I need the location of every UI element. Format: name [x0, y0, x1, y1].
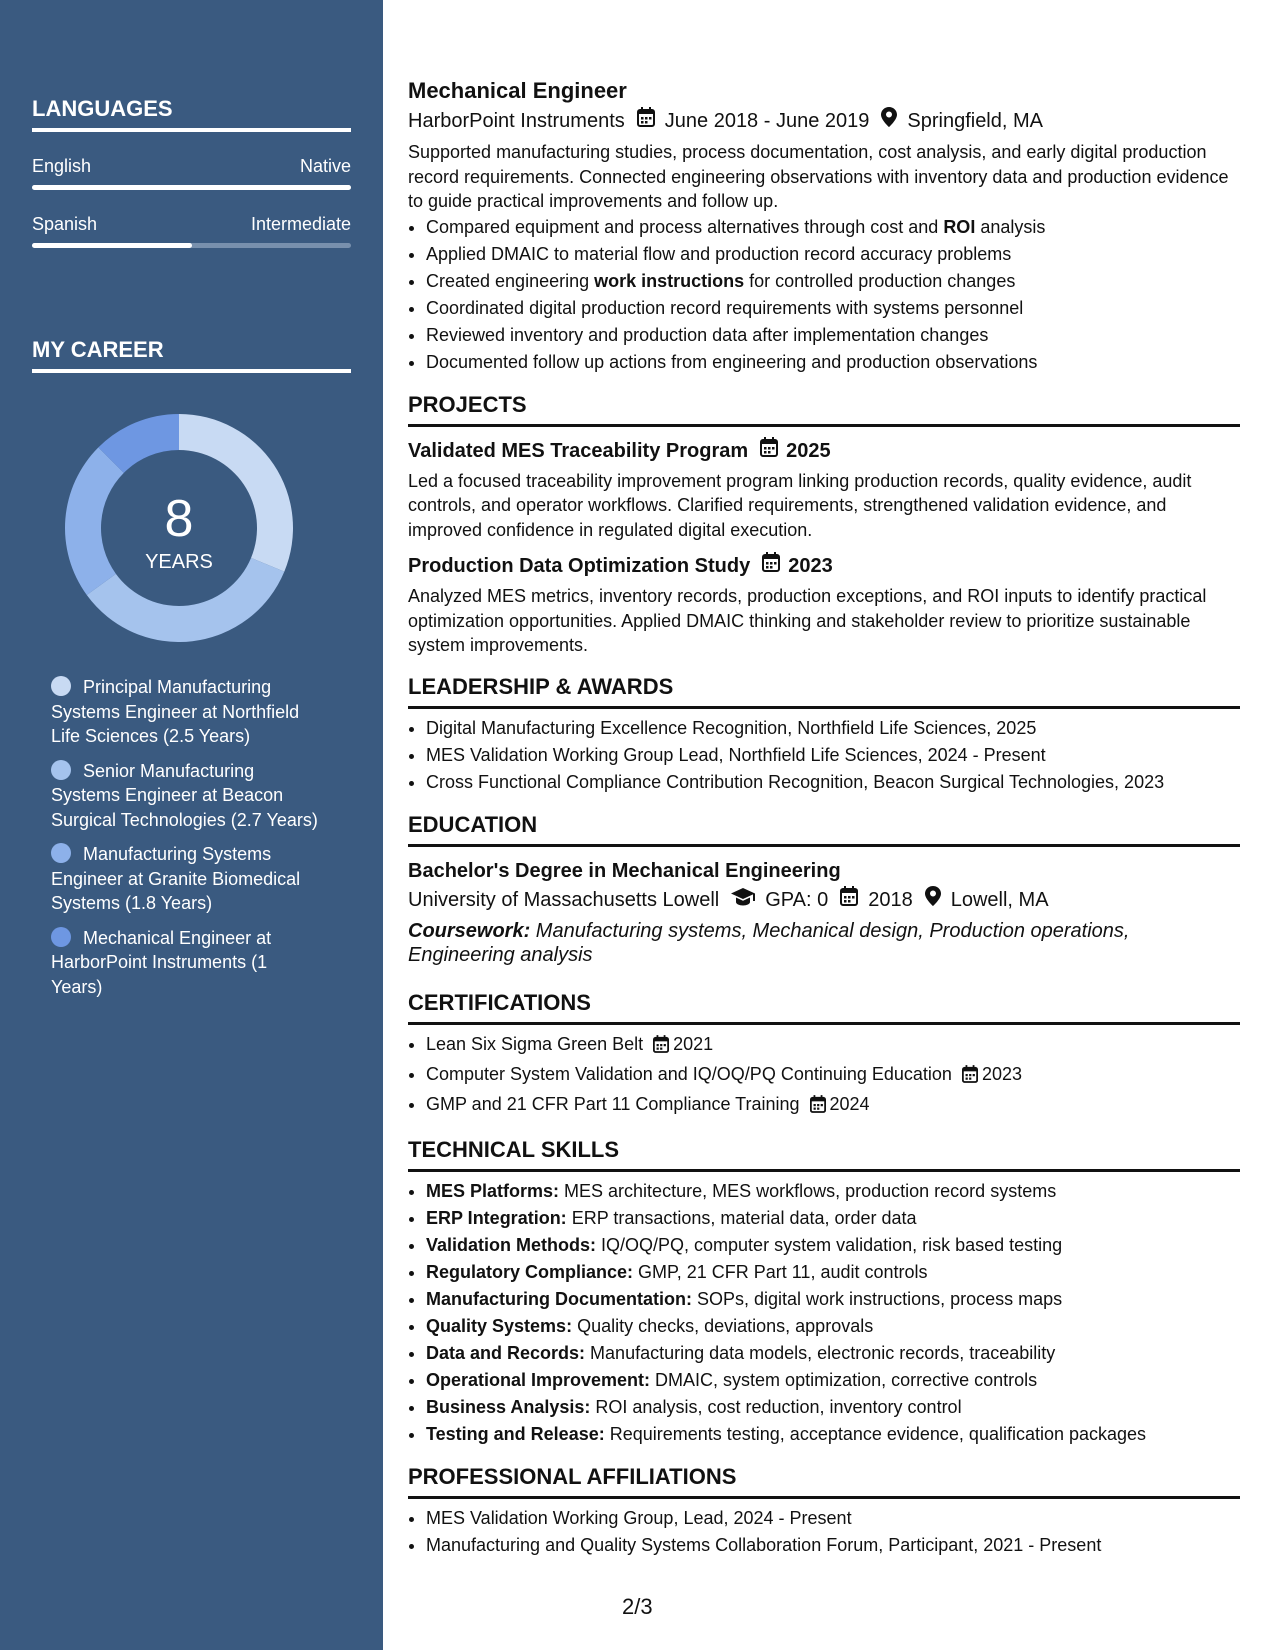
career-legend-item — [51, 675, 321, 749]
awards-heading: LEADERSHIP & AWARDS — [408, 672, 1240, 709]
gpa: GPA: 0 — [765, 888, 829, 911]
certification-name: GMP and 21 CFR Part 11 Compliance Training — [426, 1093, 800, 1114]
job-summary: Supported manufacturing studies, process documentation, cost analysis, and early digital production record requirements. Connected engineering observations with inventory data and production evidence to guide practical improvements and follow up. — [408, 142, 1229, 211]
job-location: Springfield, MA — [907, 110, 1043, 132]
job-bullet — [426, 349, 1240, 376]
language-item — [32, 156, 351, 190]
bullet-text: Applied DMAIC to material flow and production record accuracy problems — [426, 243, 1012, 264]
skills-list — [408, 1178, 1240, 1448]
school-name: University of Massachusetts Lowell — [408, 888, 720, 911]
skill-label: Business Analysis: — [426, 1396, 591, 1417]
job-title: Mechanical Engineer — [408, 78, 627, 103]
certification-name: Lean Six Sigma Green Belt — [426, 1033, 644, 1054]
bullet-text: for controlled production changes — [744, 270, 1016, 291]
award-item: • MES Validation Working Group Lead, Northfield Life Sciences, 2024 - Present — [426, 742, 1240, 769]
project-title: Validated MES Traceability Program — [408, 439, 749, 462]
project-year: 2023 — [788, 555, 833, 577]
job-bullet — [426, 214, 1240, 241]
bullet-text: Documented follow up actions from engineering and production observations — [426, 351, 1038, 372]
bullet-text: Compared equipment and process alternatives through cost and — [426, 216, 944, 237]
skill-value: ROI analysis, cost reduction, inventory control — [590, 1396, 962, 1417]
coursework — [408, 919, 1240, 968]
job-meta — [408, 106, 1240, 136]
bullet-bold-text: ROI — [943, 216, 976, 237]
legend-dot — [51, 843, 71, 863]
donut-segment — [179, 414, 293, 572]
career-legend-text: Senior Manufacturing Systems Engineer at Beacon Surgical Technologies (2.7 Years) — [51, 760, 318, 830]
skill-label: Data and Records: — [426, 1342, 586, 1363]
graduation-cap-icon — [731, 885, 755, 915]
years-value: 8 — [164, 490, 194, 548]
skill-item — [426, 1232, 1240, 1259]
certification-item — [426, 1091, 1240, 1121]
bullet-text: Reviewed inventory and production data after implementation changes — [426, 324, 989, 345]
main-content — [408, 76, 1240, 1559]
donut-segment — [65, 447, 124, 595]
affiliation-item: • MES Validation Working Group, Lead, 2024 - Present — [426, 1505, 1240, 1532]
job-bullet — [426, 295, 1240, 322]
legend-dot — [51, 927, 71, 947]
skill-item — [426, 1259, 1240, 1286]
career-heading: MY CAREER — [32, 337, 351, 373]
language-name: English — [32, 156, 92, 176]
skill-item — [426, 1340, 1240, 1367]
calendar-icon — [762, 552, 780, 580]
language-proficiency-bar — [32, 243, 351, 248]
skill-item — [426, 1367, 1240, 1394]
map-pin-icon — [881, 106, 897, 136]
skill-label: Validation Methods: — [426, 1234, 597, 1255]
project-description: Analyzed MES metrics, inventory records, production exceptions, and ROI inputs to identify practical optimization opportunities. Applied DMAIC thinking and stakeholder review to prioritize sustainable system improvements. — [408, 586, 1207, 655]
graduation-year: 2018 — [868, 888, 913, 911]
legend-dot — [51, 760, 71, 780]
career-legend-item — [51, 926, 321, 1000]
bullet-text: Coordinated digital production record requirements with systems personnel — [426, 297, 1024, 318]
skill-item — [426, 1313, 1240, 1340]
language-level: Native — [299, 156, 351, 176]
calendar-icon — [962, 1064, 978, 1091]
calendar-icon — [840, 885, 858, 915]
calendar-icon — [637, 106, 655, 136]
sidebar — [0, 0, 383, 1650]
bullet-text: analysis — [975, 216, 1046, 237]
map-pin-icon — [925, 885, 941, 915]
skill-value: SOPs, digital work instructions, process maps — [692, 1288, 1063, 1309]
job-bullet — [426, 268, 1240, 295]
skill-value: Manufacturing data models, electronic records, traceability — [585, 1342, 1056, 1363]
career-legend — [51, 675, 321, 1009]
legend-dot — [51, 676, 71, 696]
skill-item — [426, 1205, 1240, 1232]
skill-label: Quality Systems: — [426, 1315, 573, 1336]
coursework-label: Coursework: — [408, 919, 531, 942]
education-heading: EDUCATION — [408, 810, 1240, 847]
certification-year: 2021 — [673, 1033, 714, 1054]
skill-item — [426, 1178, 1240, 1205]
career-legend-text: Principal Manufacturing Systems Engineer at Northfield Life Sciences (2.5 Years) — [51, 677, 300, 746]
skill-label: Regulatory Compliance: — [426, 1261, 634, 1282]
education-entry — [408, 857, 1240, 968]
language-item — [32, 214, 351, 248]
career-legend-text: Manufacturing Systems Engineer at Granite Biomedical Systems (1.8 Years) — [51, 844, 301, 913]
school-location: Lowell, MA — [950, 888, 1049, 911]
skills-heading: TECHNICAL SKILLS — [408, 1135, 1240, 1172]
certifications-heading: CERTIFICATIONS — [408, 988, 1240, 1025]
career-donut-chart — [65, 414, 293, 642]
job-bullets — [408, 214, 1240, 376]
award-item: • Digital Manufacturing Excellence Recognition, Northfield Life Sciences, 2025 — [426, 715, 1240, 742]
calendar-icon — [810, 1094, 826, 1121]
coursework-text: Manufacturing systems, Mechanical design, Production operations, Engineering analysis — [408, 919, 1130, 966]
affiliation-item: • Manufacturing and Quality Systems Collaboration Forum, Participant, 2021 - Present — [426, 1532, 1240, 1559]
skill-value: Requirements testing, acceptance evidence, qualification packages — [604, 1423, 1147, 1444]
proficiency-fill — [32, 243, 192, 248]
language-level: Intermediate — [250, 214, 351, 234]
project-item — [408, 437, 1240, 543]
skill-label: MES Platforms: — [426, 1180, 560, 1201]
page-number: 2/3 — [622, 1594, 653, 1619]
certification-item — [426, 1031, 1240, 1061]
award-item: • Cross Functional Compliance Contribution Recognition, Beacon Surgical Technologies, 2023 — [426, 769, 1240, 796]
language-name: Spanish — [32, 214, 98, 234]
skill-value: ERP transactions, material data, order data — [566, 1207, 917, 1228]
languages-heading: LANGUAGES — [32, 96, 351, 132]
languages-section — [32, 96, 351, 248]
years-label: YEARS — [145, 551, 213, 573]
education-meta — [408, 885, 1240, 915]
skill-item — [426, 1286, 1240, 1313]
career-legend-item — [51, 759, 321, 833]
skill-item — [426, 1394, 1240, 1421]
skill-value: MES architecture, MES workflows, production record systems — [559, 1180, 1057, 1201]
projects-heading: PROJECTS — [408, 390, 1240, 427]
job-dates: June 2018 - June 2019 — [664, 110, 870, 132]
project-item — [408, 552, 1240, 658]
project-title: Production Data Optimization Study — [408, 555, 751, 577]
skill-label: Manufacturing Documentation: — [426, 1288, 692, 1309]
career-section — [32, 337, 351, 373]
affiliations-heading: PROFESSIONAL AFFILIATIONS — [408, 1462, 1240, 1499]
certification-name: Computer System Validation and IQ/OQ/PQ Continuing Education — [426, 1063, 952, 1084]
company-name: HarborPoint Instruments — [408, 110, 625, 132]
affiliations-list — [408, 1505, 1240, 1559]
career-legend-text: Mechanical Engineer at HarborPoint Instruments (1 Years) — [51, 927, 272, 997]
awards-list — [408, 715, 1240, 796]
calendar-icon — [760, 437, 778, 465]
calendar-icon — [653, 1034, 669, 1061]
skill-value: GMP, 21 CFR Part 11, audit controls — [633, 1261, 928, 1282]
project-description: Led a focused traceability improvement program linking production records, quality evidence, audit controls, and operator workflows. Clarified requirements, strengthened validation evidence, and improved confidence in regulated digital execution. — [408, 470, 1192, 540]
skill-value: DMAIC, system optimization, corrective controls — [650, 1369, 1038, 1390]
certifications-list — [408, 1031, 1240, 1121]
skill-value: Quality checks, deviations, approvals — [572, 1315, 874, 1336]
skill-item — [426, 1421, 1240, 1448]
certification-item — [426, 1061, 1240, 1091]
project-year: 2025 — [786, 439, 831, 462]
proficiency-fill — [32, 185, 351, 190]
skill-label: ERP Integration: — [426, 1207, 567, 1228]
language-proficiency-bar — [32, 185, 351, 190]
degree-title: Bachelor's Degree in Mechanical Engineering — [408, 859, 841, 882]
skill-label: Testing and Release: — [426, 1423, 605, 1444]
certification-year: 2023 — [981, 1063, 1022, 1084]
job-bullet — [426, 241, 1240, 268]
bullet-bold-text: work instructions — [594, 270, 745, 291]
job-entry — [408, 76, 1240, 376]
skill-label: Operational Improvement: — [426, 1369, 651, 1390]
certification-year: 2024 — [829, 1093, 870, 1114]
skill-value: IQ/OQ/PQ, computer system validation, risk based testing — [596, 1234, 1063, 1255]
career-legend-item — [51, 842, 321, 916]
job-bullet — [426, 322, 1240, 349]
bullet-text: Created engineering — [426, 270, 595, 291]
